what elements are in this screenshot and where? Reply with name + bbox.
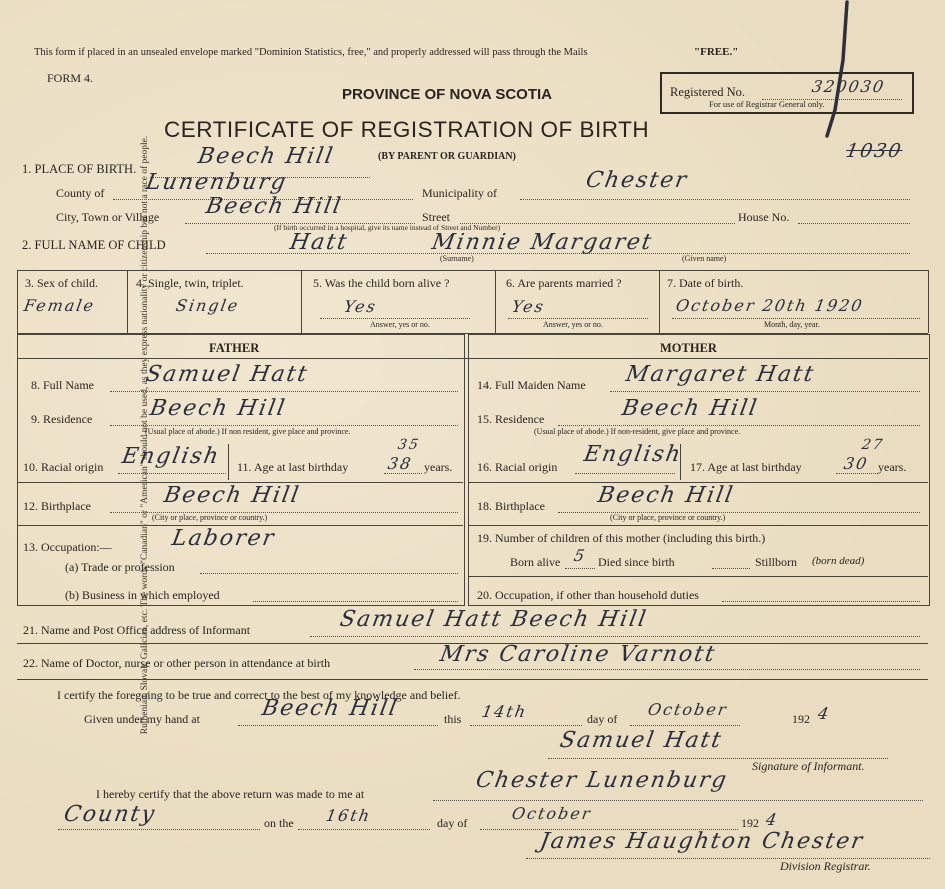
- plurality-label: 4. Single, twin, triplet.: [136, 276, 244, 290]
- province-heading: PROVINCE OF NOVA SCOTIA: [342, 86, 553, 103]
- father-occupation-label: 13. Occupation:—: [23, 540, 112, 554]
- given-under-hand-label: Given under my hand at: [84, 712, 200, 726]
- plurality-value: Single: [174, 296, 241, 315]
- child-surname: Hatt: [287, 230, 351, 255]
- document-subtitle: (BY PARENT OR GUARDIAN): [378, 151, 516, 162]
- mother-age-label: 17. Age at last birthday: [690, 460, 802, 474]
- mother-age-correction: 27: [860, 437, 886, 453]
- city-value: Beech Hill: [203, 194, 345, 219]
- born-alive-label: 5. Was the child born alive ?: [313, 276, 450, 290]
- father-residence-note: (Usual place of abode.) If non resident, give place and province.: [145, 427, 351, 436]
- father-heading: FATHER: [209, 341, 260, 355]
- registrar-signature: James Haughton Chester: [537, 829, 867, 854]
- return-county-value: County: [61, 802, 158, 827]
- child-name-label: 2. FULL NAME OF CHILD: [22, 238, 166, 252]
- father-age-correction: 35: [396, 437, 422, 453]
- mother-birthplace-value: Beech Hill: [595, 483, 737, 508]
- stillborn-label: Stillborn: [755, 555, 798, 569]
- certify-statement: I certify the foregoing to be true and correct to the best of my knowledge and belief.: [57, 688, 461, 702]
- father-birthplace-value: Beech Hill: [161, 483, 303, 508]
- registrar-caption: Division Registrar.: [780, 859, 871, 873]
- mother-residence-note: (Usual place of abode.) If non-resident, give place and province.: [534, 427, 741, 436]
- surname-note: (Surname): [440, 254, 474, 263]
- given-day-of-label: day of: [587, 712, 618, 726]
- father-age-label: 11. Age at last birthday: [237, 460, 349, 474]
- given-name-note: (Given name): [682, 254, 727, 263]
- informant-signature: Samuel Hatt: [557, 728, 725, 753]
- return-year-prefix: 192: [741, 816, 759, 830]
- sex-value: Female: [22, 296, 97, 315]
- father-racial-label: 10. Racial origin: [23, 460, 104, 474]
- mother-racial-value: English: [581, 442, 685, 467]
- mother-birthplace-note: (City or place, province or country.): [610, 513, 726, 522]
- parents-married-label: 6. Are parents married ?: [506, 276, 622, 290]
- registered-label: Registered No.: [670, 85, 745, 99]
- form-number: FORM 4.: [47, 71, 94, 85]
- ink-stroke: [805, 0, 855, 140]
- county-label: County of: [56, 186, 105, 200]
- father-occupation-value: Laborer: [169, 526, 278, 551]
- return-year-value: 4: [764, 810, 780, 829]
- business-label: (b) Business in which employed: [65, 588, 220, 602]
- mother-residence-value: Beech Hill: [619, 396, 761, 421]
- date-of-birth-value: October 20th 1920: [674, 296, 866, 315]
- child-given-name: Minnie Margaret: [429, 230, 655, 255]
- born-alive-count-value: 5: [572, 546, 588, 565]
- father-birthplace-label: 12. Birthplace: [23, 499, 91, 513]
- street-line: [460, 223, 735, 224]
- return-made-label: I hereby certify that the above return was made to me at: [96, 787, 365, 801]
- on-the-label: on the: [264, 816, 294, 830]
- mother-occupation-label: 20. Occupation, if other than household duties: [477, 588, 699, 602]
- father-name-label: 8. Full Name: [31, 378, 94, 392]
- informant-value: Samuel Hatt Beech Hill: [337, 607, 650, 632]
- given-month-value: October: [646, 700, 730, 719]
- place-of-birth-value: Beech Hill: [195, 144, 337, 169]
- mother-name-value: Margaret Hatt: [623, 362, 818, 387]
- mother-heading: MOTHER: [660, 341, 717, 355]
- mail-note: This form if placed in an unsealed envelope marked "Dominion Statistics, free," and properly addressed will pass through the Mails: [34, 47, 588, 58]
- place-of-birth-label: 1. PLACE OF BIRTH.: [22, 162, 137, 176]
- municipality-line: [520, 199, 910, 200]
- return-month-value: October: [510, 804, 594, 823]
- informant-signature-caption: Signature of Informant.: [752, 759, 865, 773]
- mother-name-label: 14. Full Maiden Name: [477, 378, 586, 392]
- mother-years-label: years.: [878, 460, 907, 474]
- stamp-number: 1030: [844, 140, 905, 162]
- registrar-note: For use of Registrar General only.: [709, 99, 825, 109]
- registered-value: 320030: [810, 77, 887, 96]
- father-birthplace-note: (City or place, province or country.): [152, 513, 268, 522]
- house-line: [798, 223, 910, 224]
- date-of-birth-note: Month, day, year.: [764, 320, 820, 329]
- city-label: City, Town or Village: [56, 210, 160, 224]
- died-since-birth-label: Died since birth: [598, 555, 675, 569]
- born-alive-value: Yes: [342, 297, 379, 316]
- father-name-value: Samuel Hatt: [143, 362, 311, 387]
- hospital-note: (If birth occurred in a hospital, give its name instead of Street and Number): [274, 223, 501, 232]
- given-year-prefix: 192: [792, 712, 810, 726]
- given-year-value: 4: [816, 704, 832, 723]
- mother-age-value: 30: [842, 454, 871, 473]
- parents-married-value: Yes: [510, 297, 547, 316]
- mother-racial-label: 16. Racial origin: [477, 460, 558, 474]
- row-divider-top: [17, 270, 928, 271]
- margin-note: Ruthenian, Slovak, Galician, etc. The words "Canadian" or "American" should not be used, as they express nationality or citizenship but not a race of people.: [140, 135, 150, 735]
- street-label: Street: [422, 210, 450, 224]
- document-title: CERTIFICATE OF REGISTRATION OF BIRTH: [164, 117, 650, 142]
- mother-residence-label: 15. Residence: [477, 412, 545, 426]
- born-alive-count-label: Born alive: [510, 555, 561, 569]
- given-place-value: Beech Hill: [259, 696, 401, 721]
- municipality-value: Chester: [583, 168, 690, 193]
- born-alive-note: Answer, yes or no.: [370, 320, 430, 329]
- informant-label: 21. Name and Post Office address of Informant: [23, 623, 251, 637]
- house-label: House No.: [738, 210, 790, 224]
- father-residence-label: 9. Residence: [31, 412, 93, 426]
- father-residence-value: Beech Hill: [147, 396, 289, 421]
- return-day-value: 16th: [324, 806, 373, 825]
- given-day-value: 14th: [480, 702, 529, 721]
- county-value: Lunenburg: [143, 170, 290, 195]
- this-label: this: [444, 712, 462, 726]
- doctor-value: Mrs Caroline Varnott: [437, 642, 719, 667]
- father-age-value: 38: [386, 454, 415, 473]
- trade-label: (a) Trade or profession: [65, 560, 175, 574]
- doctor-label: 22. Name of Doctor, nurse or other person in attendance at birth: [23, 656, 331, 670]
- father-years-label: years.: [424, 460, 453, 474]
- municipality-label: Municipality of: [422, 186, 497, 200]
- date-of-birth-label: 7. Date of birth.: [667, 276, 744, 290]
- mother-birthplace-label: 18. Birthplace: [477, 499, 545, 513]
- children-count-label: 19. Number of children of this mother (including this birth.): [477, 531, 766, 545]
- father-racial-value: English: [119, 444, 223, 469]
- return-day-of-label: day of: [437, 816, 468, 830]
- stillborn-note: (born dead): [812, 555, 865, 567]
- sex-label: 3. Sex of child.: [25, 276, 98, 290]
- return-place-value: Chester Lunenburg: [473, 768, 730, 793]
- mail-free: "FREE.": [694, 46, 739, 58]
- parents-married-note: Answer, yes or no.: [543, 320, 603, 329]
